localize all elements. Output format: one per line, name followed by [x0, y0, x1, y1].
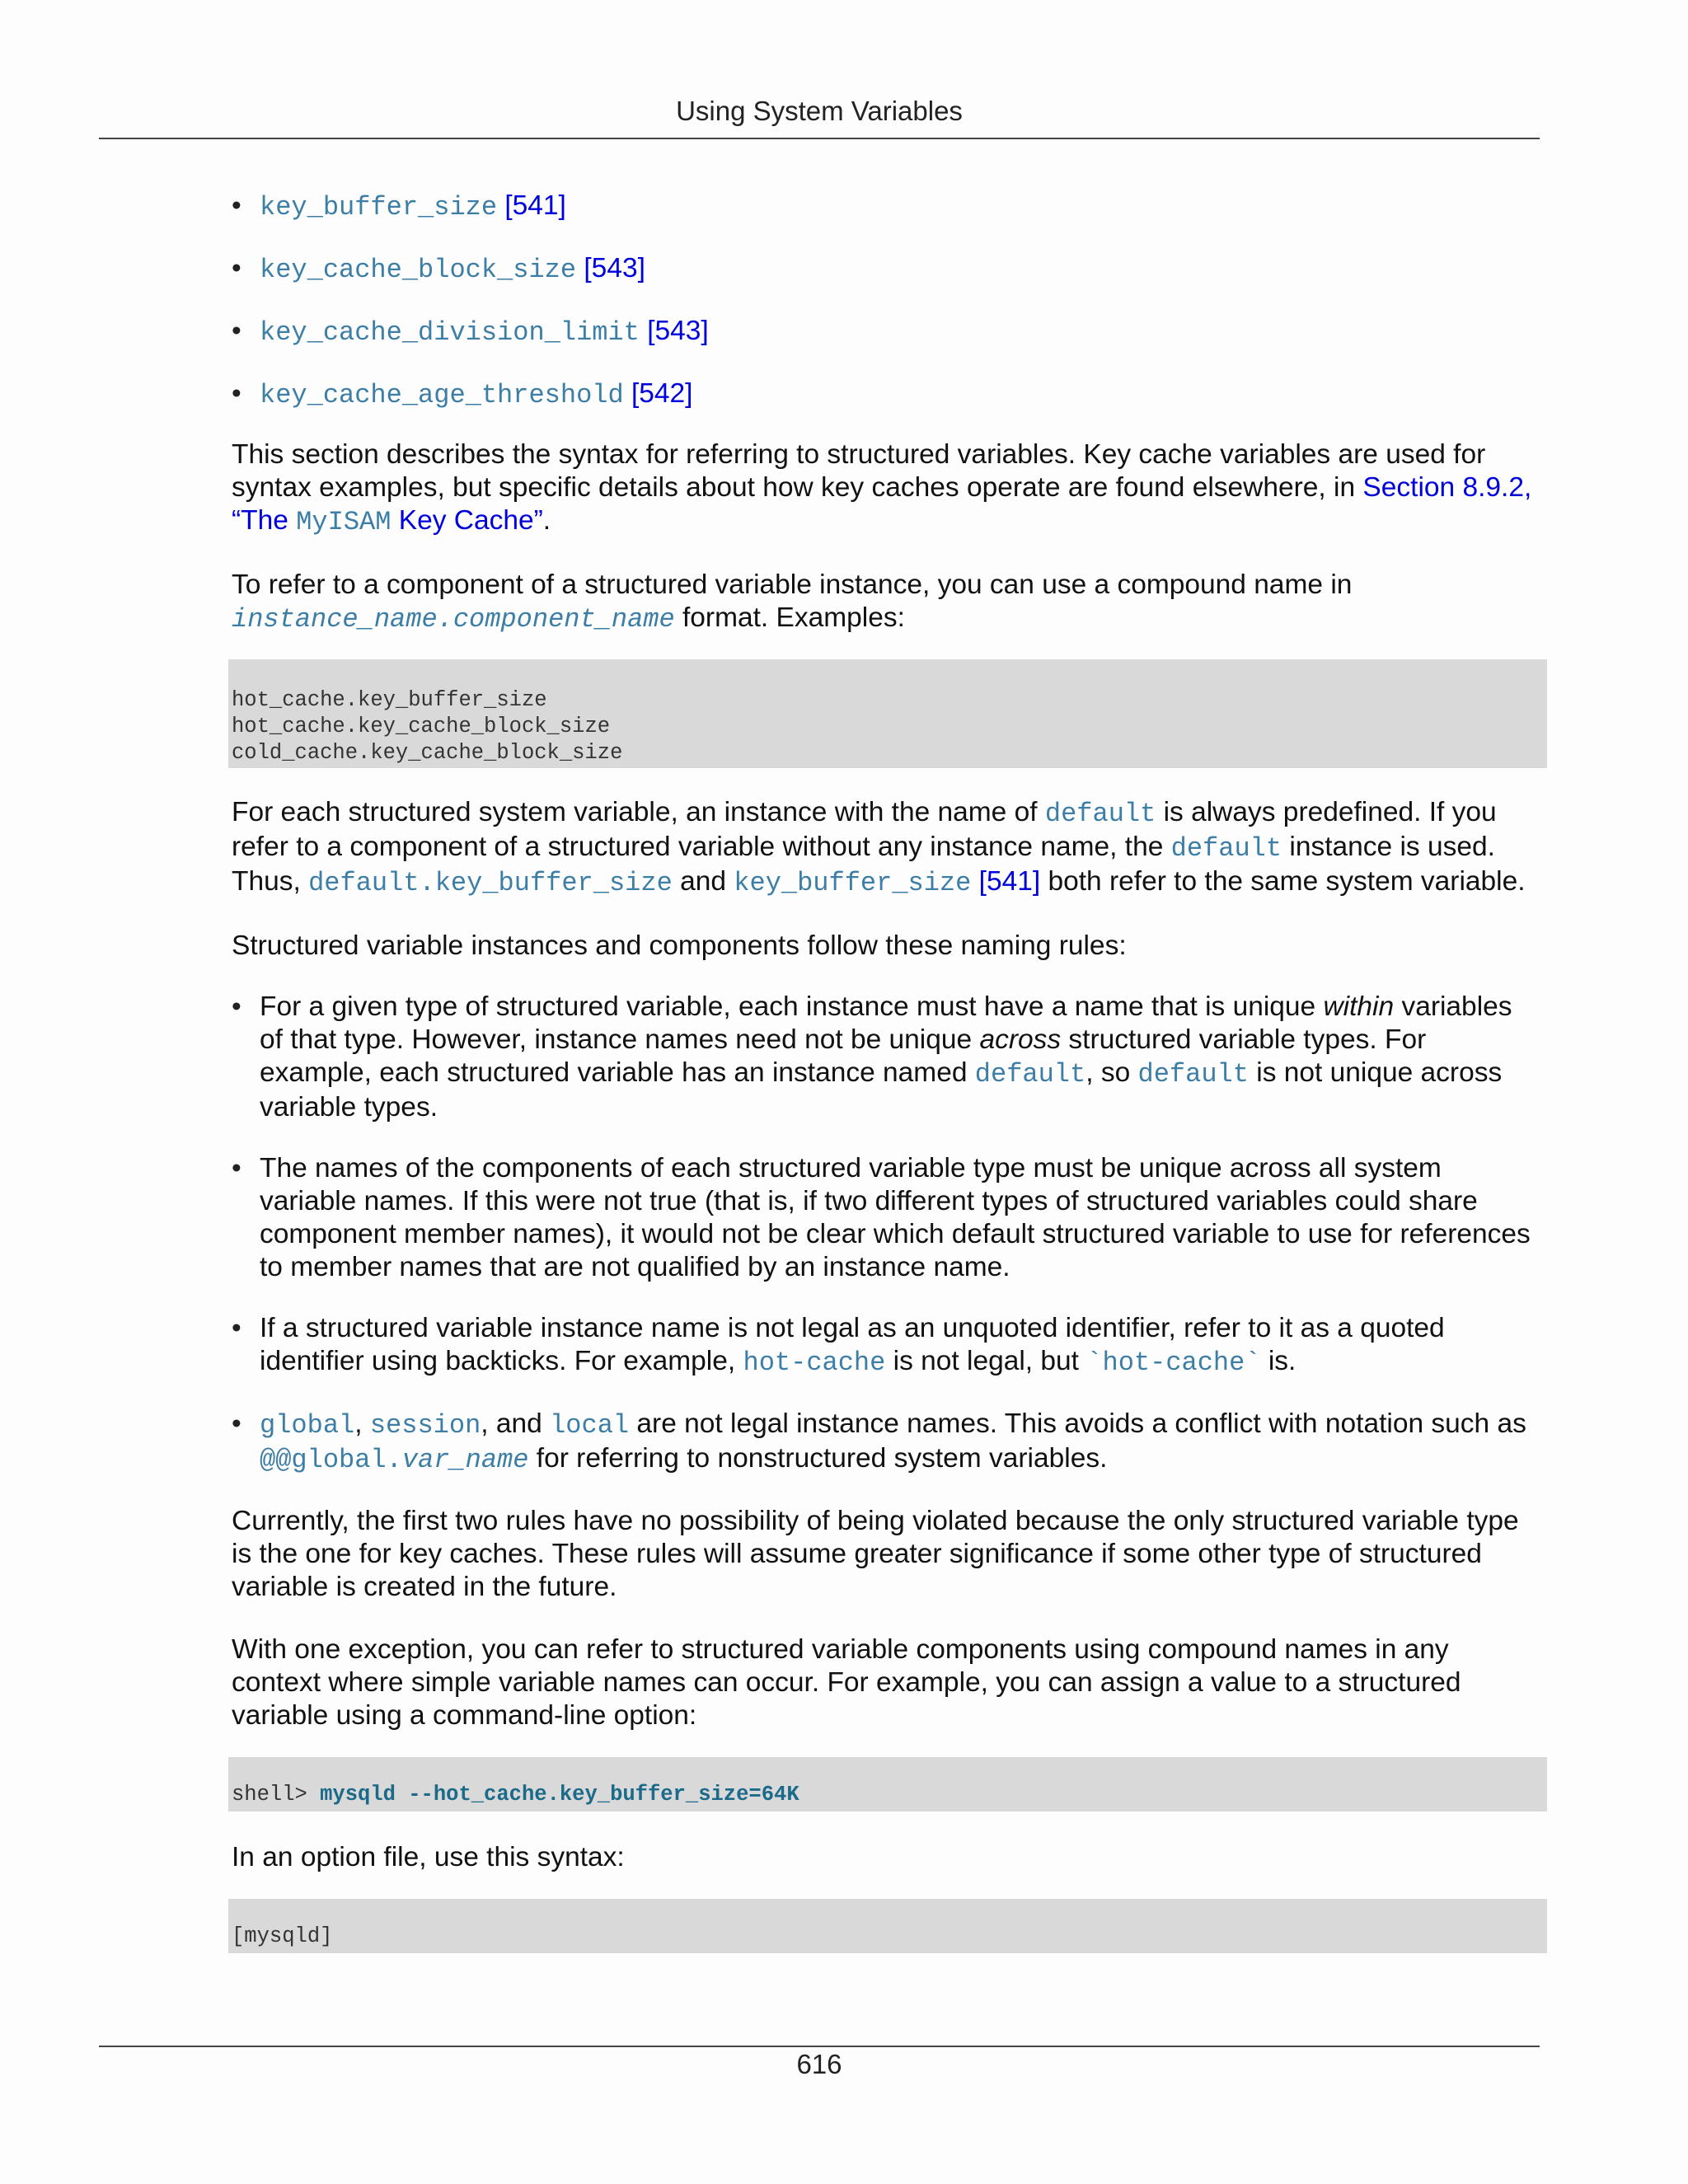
code-line: [mysqld] — [232, 1924, 333, 1948]
shell-command: mysqld --hot_cache.key_buffer_size=64K — [320, 1783, 799, 1807]
variable-link[interactable]: key_buffer_size — [734, 868, 972, 898]
page-ref-link[interactable]: [542] — [631, 378, 693, 409]
list-item: • The names of the components of each structured variable type must be unique across all system variable names. If this were not true (that is, if two different types of structured variables could share component member names), it would not be clear which default structured variable to use for references to member names that are not qualified by an instance name. — [232, 1152, 1542, 1284]
variable-link[interactable]: key_cache_age_threshold — [260, 380, 624, 410]
code-example-1 — [228, 659, 1547, 768]
compound-usage-paragraph: With one exception, you can refer to structured variable components using compound names in any context where simple variable names can occur. For example, you can assign a value to a structured variable using a command-line option: — [232, 1634, 1461, 1731]
list-item: • If a structured variable instance name is not legal as an unquoted identifier, refer to it as a quoted identifier using backticks. For example, hot-cache is not legal, but `hot-cache` is. — [232, 1312, 1542, 1380]
page-header: Using System Variables — [676, 96, 963, 126]
code-line: hot_cache.key_cache_block_size — [232, 715, 611, 738]
rules-note-paragraph: Currently, the first two rules have no possibility of being violated because the only structured variable type is the one for key caches. These rules will assume greater significance if some other type of structured variable is created in the future. — [232, 1506, 1519, 1602]
intro-paragraph: This section describes the syntax for referring to structured variables. Key cache variables are used for syntax examples, but specific details about how key caches operate are found elsewhere, in Section 8.9.2, “The MyISAM Key Cache”. — [232, 439, 1532, 537]
variable-link[interactable]: key_cache_division_limit — [260, 317, 640, 348]
document-body — [232, 190, 1542, 1953]
list-item — [232, 252, 1542, 287]
default-instance-paragraph: For each structured system variable, an instance with the name of default is always predefined. If you refer to a component of a structured variable without any instance name, the default instance is used. Thus, default.key_buffer_size and key_buffer_size [541] both refer to the same system variable. — [232, 797, 1526, 898]
list-item — [232, 377, 1542, 412]
option-file-paragraph: In an option file, use this syntax: — [232, 1842, 625, 1872]
code-line: cold_cache.key_cache_block_size — [232, 741, 623, 765]
code-line: shell> mysqld --hot_cache.key_buffer_size=64K — [232, 1783, 799, 1807]
naming-rules-intro: Structured variable instances and components follow these naming rules: — [232, 930, 1127, 961]
code-example-2 — [228, 1757, 1547, 1811]
footer-rule — [99, 2046, 1540, 2047]
list-item: • global, session, and local are not legal instance names. This avoids a conflict with notation such as @@global.var_name for referring to nonstructured system variables. — [232, 1408, 1542, 1477]
inline-code: instance_name.component_name — [232, 604, 675, 635]
key-cache-variable-list — [232, 190, 1542, 412]
code-line: hot_cache.key_buffer_size — [232, 688, 547, 712]
code-example-3 — [228, 1899, 1547, 1953]
list-item — [232, 190, 1542, 224]
list-item: • For a given type of structured variable, each instance must have a name that is unique within variables of that type. However, instance names need not be unique across structured variable types. For example, each structured variable has an instance named default, so default is not unique across variable types. — [232, 991, 1542, 1124]
page-ref-link[interactable]: [541] — [504, 190, 566, 221]
naming-rules-list — [232, 991, 1542, 1477]
variable-link[interactable]: key_buffer_size — [260, 192, 498, 223]
section-link[interactable]: Section 8.9.2, “The MyISAM Key Cache” — [232, 472, 1532, 537]
page-ref-link[interactable]: [541] — [978, 866, 1041, 897]
header-rule — [99, 138, 1540, 139]
page-ref-link[interactable]: [543] — [647, 316, 709, 346]
variable-link[interactable]: key_cache_block_size — [260, 255, 577, 285]
page-ref-link[interactable]: [543] — [584, 253, 645, 284]
page-number: 616 — [796, 2049, 842, 2079]
compound-name-paragraph: To refer to a component of a structured variable instance, you can use a compound name in instance_name.component_name format. Examples: — [232, 569, 1353, 635]
list-item — [232, 315, 1542, 349]
